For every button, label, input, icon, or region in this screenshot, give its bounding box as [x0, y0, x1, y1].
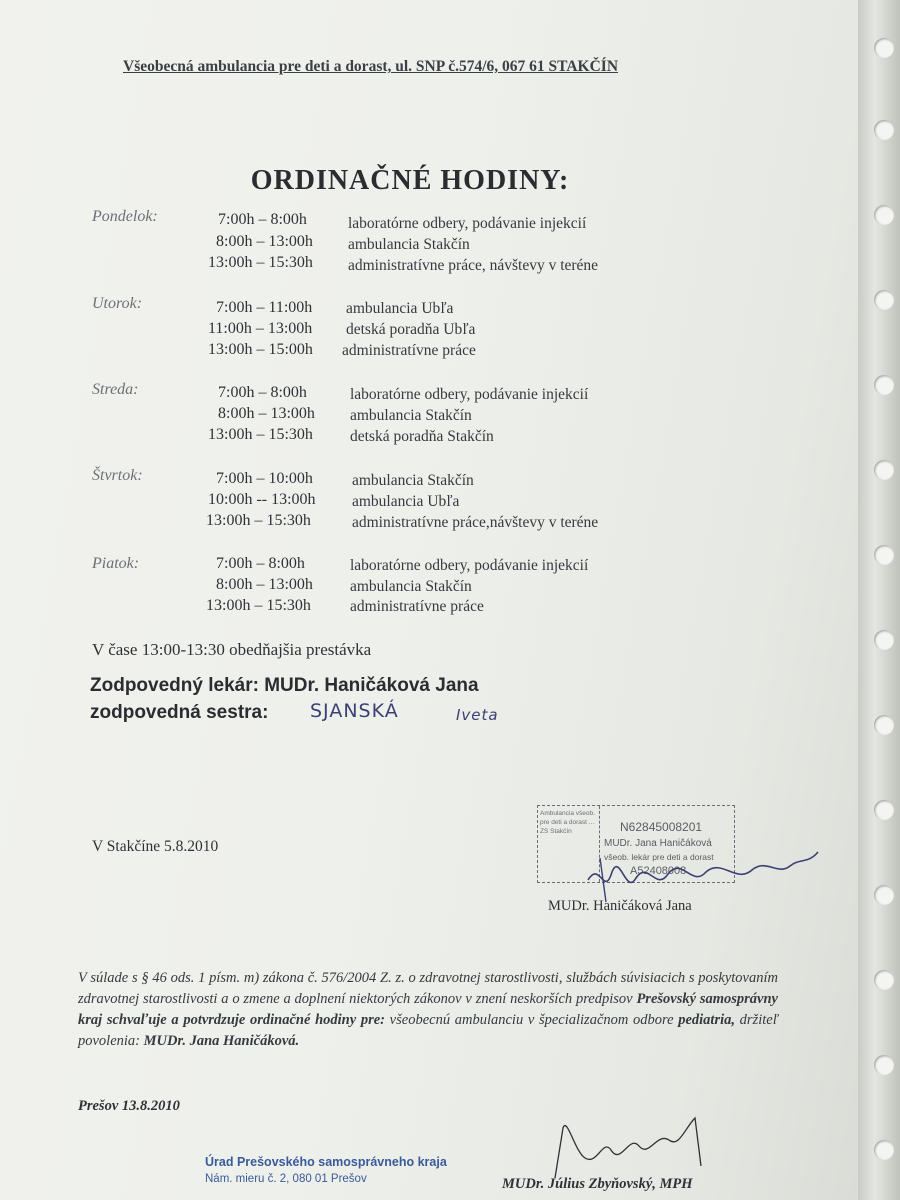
punch-hole [874, 120, 894, 140]
legal-emphasis: Prešovský samosprávny kraj schvaľuje a potvrdzuje ordinačné hodiny pre: [78, 991, 778, 1028]
punch-hole [874, 1140, 894, 1160]
break-note: V čase 13:00-13:30 obedňajšia prestávka [92, 640, 372, 659]
place-date: V Stakčíne 5.8.2010 [92, 838, 219, 855]
time-range: 7:00h – 11:00h [216, 299, 313, 316]
activity: ambulancia Stakčín [350, 407, 472, 424]
punch-hole [874, 715, 894, 735]
activity: ambulancia Stakčín [352, 472, 474, 489]
punch-hole [874, 545, 894, 565]
punch-hole [874, 970, 894, 990]
clinic-header: Všeobecná ambulancia pre deti a dorast, ul. SNP č.574/6, 067 61 STAKČÍN [123, 58, 619, 75]
legal-approval-text [78, 968, 778, 1052]
signature-name: MUDr. Haničáková Jana [548, 898, 692, 914]
punch-hole [874, 290, 894, 310]
time-range: 8:00h – 13:00h [218, 405, 315, 422]
time-range: 13:00h – 15:00h [208, 341, 313, 358]
activity: ambulancia Stakčín [348, 236, 470, 253]
activity: administratívne práce, návštevy v teréne [348, 257, 599, 274]
punch-hole [874, 1055, 894, 1075]
time-range: 7:00h – 8:00h [218, 211, 307, 228]
time-range: 13:00h – 15:30h [206, 597, 311, 614]
activity: administratívne práce [342, 342, 476, 359]
activity: detská poradňa Ubľa [346, 321, 476, 338]
stamp-code-2: A52408008 [630, 865, 687, 877]
time-range: 13:00h – 15:30h [206, 512, 311, 529]
activity: ambulancia Ubľa [346, 300, 454, 317]
legal-emphasis: pediatria, [678, 1012, 736, 1028]
activity: ambulancia Stakčín [350, 578, 472, 595]
legal-text: V súlade s § 46 ods. 1 písm. m) zákona č. 576/2004 Z. z. o zdravotnej starostlivosti, službách súvisiacich s poskytovaním zdravotnej starostlivosti a o zmene a doplnení niektorých zákonov v znení neskorších predpisov [78, 970, 778, 1007]
day-label-monday: Pondelok: [92, 208, 158, 225]
nurse-handwritten-surname: SJANSKÁ [310, 700, 399, 722]
legal-text: všeobecnú ambulanciu v špecializačnom odbore [385, 1012, 679, 1028]
day-label-tuesday: Utorok: [92, 295, 143, 312]
page-title: ORDINAČNÉ HODINY: [250, 165, 570, 196]
responsible-nurse-label: zodpovedná sestra: [90, 702, 269, 723]
legal-emphasis: MUDr. Jana Haničáková. [143, 1033, 300, 1049]
activity: ambulancia Ubľa [352, 493, 460, 510]
approval-place-date: Prešov 13.8.2010 [78, 1098, 180, 1114]
punch-hole [874, 38, 894, 58]
time-range: 7:00h – 10:00h [216, 470, 313, 487]
stamp-left-text: Ambulancia všeob. pre deti a dorast ... ZS Stakčín [538, 806, 600, 882]
time-range: 7:00h – 8:00h [216, 555, 305, 572]
punch-hole [874, 460, 894, 480]
activity: laboratórne odbery, podávanie injekcií [350, 386, 589, 403]
nurse-handwritten-firstname: Iveta [456, 706, 499, 724]
time-range: 7:00h – 8:00h [218, 384, 307, 401]
legal-text: držiteľ povolenia: [78, 1012, 778, 1049]
time-range: 10:00h -- 13:00h [208, 491, 316, 508]
responsible-doctor: Zodpovedný lekár: MUDr. Haničáková Jana [90, 675, 479, 696]
time-range: 8:00h – 13:00h [216, 233, 313, 250]
punch-hole [874, 800, 894, 820]
activity: laboratórne odbery, podávanie injekcií [348, 215, 587, 232]
stamp-spec: všeob. lekár pre deti a dorast [604, 852, 714, 862]
day-label-friday: Piatok: [92, 555, 140, 572]
day-label-thursday: Štvrtok: [92, 467, 143, 484]
stamp-code: N62845008201 [620, 820, 703, 834]
activity: administratívne práce,návštevy v teréne [352, 514, 599, 531]
time-range: 11:00h – 13:00h [208, 320, 313, 337]
punch-hole [874, 375, 894, 395]
sheet-protector-edge [858, 0, 900, 1200]
day-label-wednesday: Streda: [92, 381, 139, 398]
activity: detská poradňa Stakčín [350, 428, 494, 445]
punch-hole [874, 205, 894, 225]
stamp-name: MUDr. Jana Haničáková [604, 838, 712, 849]
office-address: Nám. mieru č. 2, 080 01 Prešov [205, 1173, 367, 1185]
punch-hole [874, 885, 894, 905]
time-range: 8:00h – 13:00h [216, 576, 313, 593]
activity: laboratórne odbery, podávanie injekcií [350, 557, 589, 574]
activity: administratívne práce [350, 598, 484, 615]
official-name: MUDr. Július Zbyňovský, MPH [502, 1176, 693, 1192]
punch-hole [874, 630, 894, 650]
time-range: 13:00h – 15:30h [208, 426, 313, 443]
time-range: 13:00h – 15:30h [208, 254, 313, 271]
office-name: Úrad Prešovského samosprávneho kraja [205, 1155, 447, 1169]
